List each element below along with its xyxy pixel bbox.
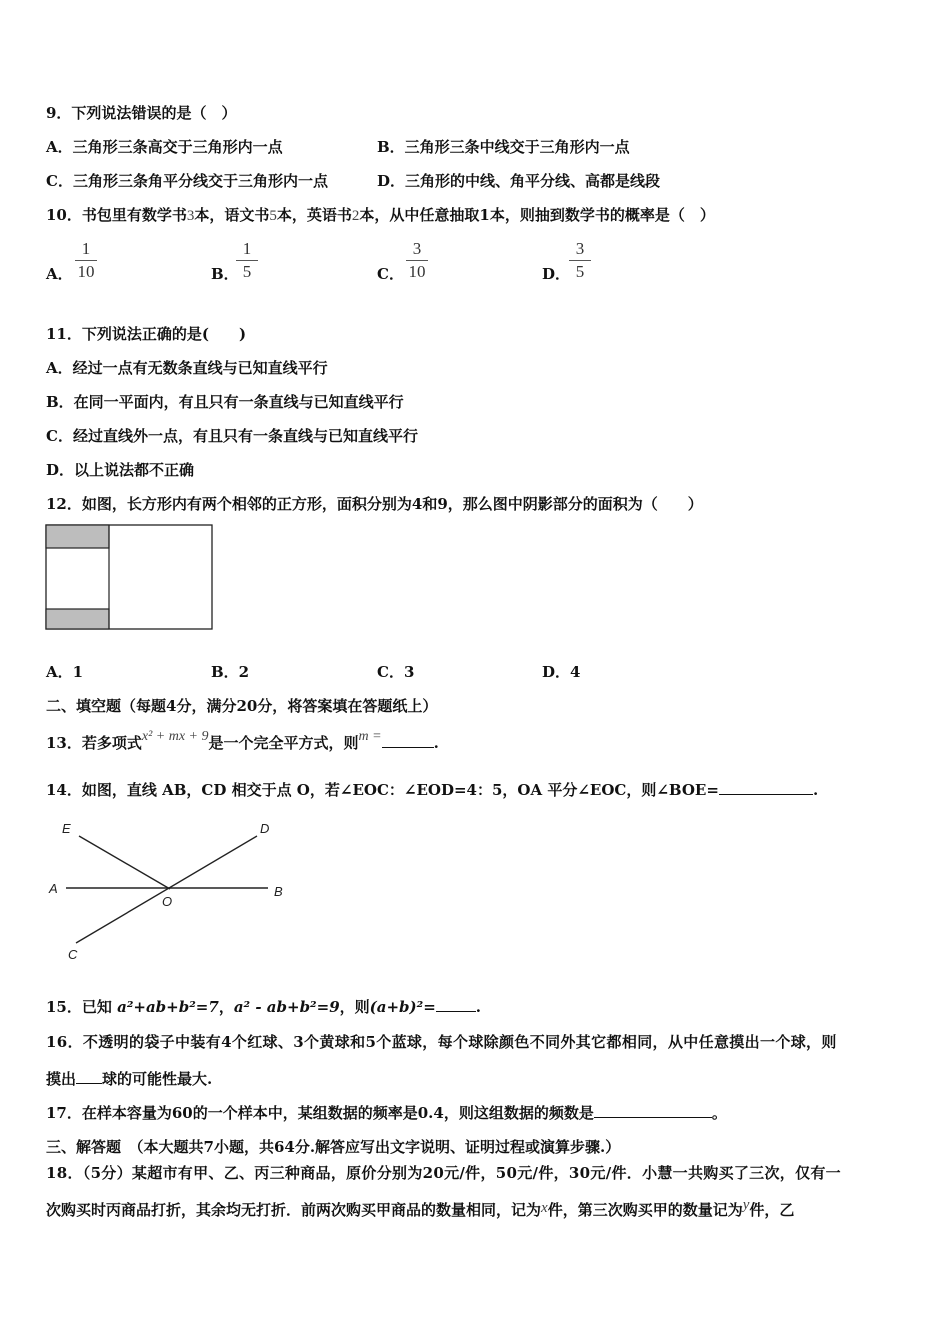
q18-line-2 <box>46 1197 795 1221</box>
q13-answer-blank[interactable] <box>382 747 434 748</box>
q10-math-count: 3 <box>186 208 195 224</box>
q10-stem-mid2: 本，英语书 <box>276 206 352 224</box>
q11-option-a: A．经过一点有无数条直线与已知直线平行 <box>46 359 328 377</box>
shaded-region-top <box>46 525 109 548</box>
q15-equation-2: a² - ab+b²=9 <box>233 998 340 1016</box>
q10-option-b-label: B． <box>211 265 239 283</box>
section-2-heading: 二、填空题（每题4分，满分20分，将答案填在答题纸上） <box>46 697 438 715</box>
q10-option-d-fraction <box>567 239 593 282</box>
q12-rectangle-figure <box>44 523 216 633</box>
q10-stem <box>46 205 715 226</box>
label-b: B <box>274 884 283 899</box>
label-o: O <box>162 894 173 909</box>
q11-option-c: C．经过直线外一点，有且只有一条直线与已知直线平行 <box>46 427 418 445</box>
q13-expression: x² + mx + 9 <box>141 729 209 744</box>
q15-equation-1: a²+ab+b²=7 <box>117 998 219 1016</box>
label-d: D <box>260 821 270 836</box>
shaded-region-bottom <box>46 609 109 629</box>
q13-pre: 13．若多项式 <box>46 734 142 752</box>
fraction-numerator: 1 <box>81 239 91 258</box>
q10-option-a-label: A． <box>46 265 73 283</box>
q10-option-b-fraction <box>234 239 260 282</box>
q10-stem-pre: 10．书包里有数学书 <box>46 206 187 224</box>
q12-option-d: D．4 <box>542 663 581 681</box>
q16-line2-post: 球的可能性最大. <box>102 1070 213 1088</box>
q10-option-c-label: C． <box>377 265 404 283</box>
q9-stem: 9．下列说法错误的是（ ） <box>46 104 237 122</box>
q14-post: . <box>812 781 819 799</box>
q11-stem: 11．下列说法正确的是( ) <box>46 325 247 343</box>
q10-chinese-count: 5 <box>269 208 277 224</box>
q15-separator: ， <box>218 998 234 1016</box>
q9-option-b: B．三角形三条中线交于三角形内一点 <box>377 138 630 156</box>
q12-option-c: C．3 <box>377 663 415 681</box>
fraction-denominator: 10 <box>77 262 95 281</box>
q10-option-d-label: D． <box>542 265 571 283</box>
fraction-numerator: 1 <box>242 239 252 258</box>
q15-mid: ，则 <box>339 998 370 1016</box>
q16-line-1: 16．不透明的袋子中装有4个红球、3个黄球和5个蓝球，每个球除颜色不同外其它都相同，从中任意摸出一个球，则 <box>46 1033 837 1051</box>
q9-option-a: A．三角形三条高交于三角形内一点 <box>46 138 283 156</box>
q10-option-a-fraction <box>73 239 99 282</box>
line-cd <box>76 836 257 943</box>
label-c: C <box>68 947 78 962</box>
q17-pre: 17．在样本容量为60的一个样本中，某组数据的频率是0.4，则这组数据的频数是 <box>46 1104 594 1122</box>
fraction-bar <box>75 260 97 261</box>
q13-mid: 是一个完全平方式，则 <box>208 734 359 752</box>
q18-variable-y: y <box>742 1197 750 1213</box>
fraction-bar <box>236 260 258 261</box>
q16-line-2 <box>46 1069 212 1089</box>
fraction-denominator: 10 <box>408 262 426 281</box>
q18-variable-x: x <box>541 1200 548 1216</box>
q12-option-b: B．2 <box>211 663 250 681</box>
fraction-denominator: 5 <box>242 262 252 281</box>
q18-line2-mid: 件，第三次购买甲的数量记为 <box>547 1201 743 1219</box>
q17-stem <box>46 1103 727 1123</box>
q18-line2-post: 件，乙 <box>749 1201 795 1219</box>
fraction-denominator: 5 <box>575 262 585 281</box>
q15-answer-blank[interactable] <box>436 1011 476 1012</box>
q13-stem <box>46 729 439 755</box>
q10-stem-mid1: 本，语文书 <box>194 206 270 224</box>
q10-english-count: 2 <box>351 208 360 224</box>
section-3-heading: 三、解答题 （本大题共7小题，共64分.解答应写出文字说明、证明过程或演算步骤.） <box>46 1138 621 1156</box>
q13-post: . <box>433 734 439 752</box>
q15-stem <box>46 997 481 1017</box>
q9-option-d: D．三角形的中线、角平分线、高都是线段 <box>377 172 661 190</box>
q18-line2-pre: 次购买时丙商品打折，其余均无打折．前两次购买甲商品的数量相同，记为 <box>46 1201 542 1219</box>
q13-variable: m = <box>358 729 382 744</box>
q15-post: . <box>475 998 481 1016</box>
q9-option-c: C．三角形三条角平分线交于三角形内一点 <box>46 172 328 190</box>
q14-intersecting-lines-figure <box>44 815 294 965</box>
label-a: A <box>49 881 58 896</box>
fraction-bar <box>406 260 428 261</box>
q12-stem: 12．如图，长方形内有两个相邻的正方形，面积分别为4和9，那么图中阴影部分的面积为（ ） <box>46 495 703 513</box>
q14-answer-blank[interactable] <box>719 794 813 795</box>
ray-oe <box>79 836 170 889</box>
fraction-numerator: 3 <box>575 239 585 258</box>
q18-line-1: 18．（5分）某超市有甲、乙、丙三种商品，原价分别为20元/件，50元/件，30元/件．小慧一共购买了三次，仅有一 <box>46 1164 841 1182</box>
q16-answer-blank[interactable] <box>76 1083 102 1084</box>
q17-post: 。 <box>711 1104 727 1122</box>
q12-option-a: A．1 <box>46 663 84 681</box>
q14-stem <box>46 780 818 800</box>
q14-stem-text: 14．如图，直线 AB，CD 相交于点 O，若∠EOC：∠EOD=4：5，OA 平分∠EOC，则∠BOE= <box>46 781 719 799</box>
fraction-bar <box>569 260 591 261</box>
q16-line2-pre: 摸出 <box>46 1070 77 1088</box>
fraction-numerator: 3 <box>412 239 422 258</box>
q15-pre: 15．已知 <box>46 998 118 1016</box>
q10-option-c-fraction <box>404 239 430 282</box>
label-e: E <box>62 821 71 836</box>
q10-stem-post: 本，从中任意抽取1本，则抽到数学书的概率是（ ） <box>359 206 715 224</box>
q11-option-d: D．以上说法都不正确 <box>46 461 195 479</box>
q15-target-expression: (a+b)²= <box>369 998 436 1016</box>
q11-option-b: B．在同一平面内，有且只有一条直线与已知直线平行 <box>46 393 404 411</box>
q17-answer-blank[interactable] <box>594 1117 712 1118</box>
